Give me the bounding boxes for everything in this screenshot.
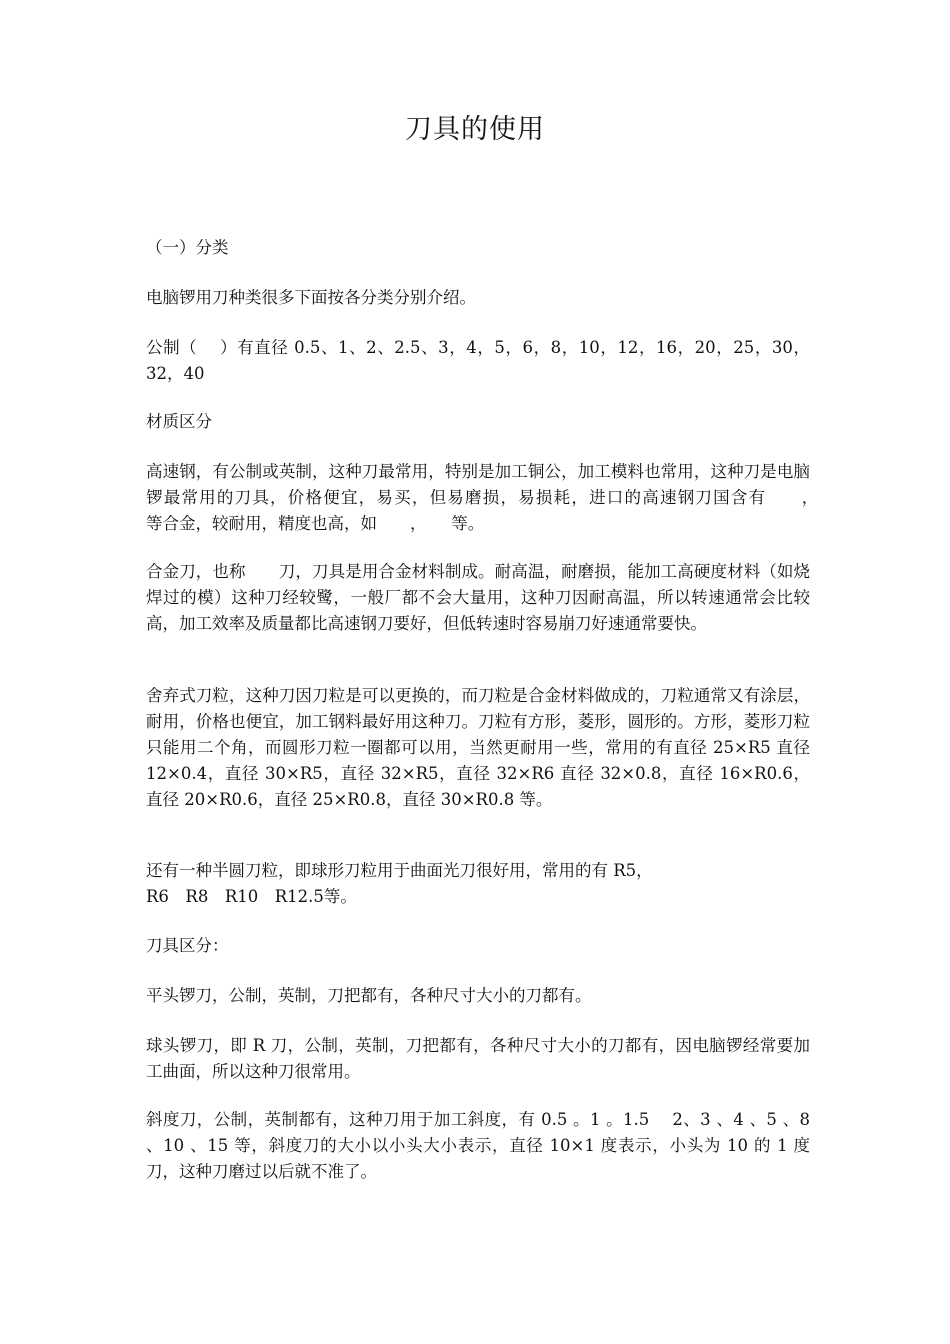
paragraph-high-speed-steel: 高速钢，有公制或英制，这种刀最常用，特别是加工铜公，加工模料也常用，这种刀是电脑锣最常用的刀具，价格便宜，易买，但易磨损，易损耗，进口的高速钢刀国含有 ， 等合金，较耐用，精度也高，如 ， 等。 <box>146 462 843 533</box>
paragraph-tool-types-heading: 刀具区分： <box>146 936 229 955</box>
paragraph-ball-end-mill: 球头锣刀，即 R 刀，公制，英制，刀把都有，各种尺寸大小的刀都有，因电脑锣经常要加工曲面，所以这种刀很常用。 <box>146 1036 810 1081</box>
paragraph-flat-end-mill: 平头锣刀，公制，英制，刀把都有，各种尺寸大小的刀都有。 <box>146 986 592 1005</box>
paragraph-metric-sizes: 公制（ ）有直径 0.5、1、2、2.5、3，4，5，6，8，10，12，16，20，25，30，32，40 <box>146 338 810 383</box>
paragraph-intro: 电脑锣用刀种类很多下面按各分类分别介绍。 <box>146 288 476 307</box>
paragraph-inserts: 舍弃式刀粒，这种刀因刀粒是可以更换的，而刀粒是合金材料做成的，刀粒通常又有涂层，耐用，价格也便宜，加工钢料最好用这种刀。刀粒有方形，菱形，圆形的。方形，菱形刀粒只能用二个角，而圆形刀粒一圈都可以用，当然更耐用一些，常用的有直径 25×R5 直径 12×0.4，直径 30×R5，直径 32×R5，直径 32×R6 直径 32×0.8，直径 16×R0.6，直径 20×R0.6，直径 25×R0.8，直径 30×R0.8 等。 <box>146 686 816 809</box>
paragraph-ball-inserts: 还有一种半圆刀粒，即球形刀粒用于曲面光刀很好用，常用的有 R5， R6 R8 R10 R12.5等。 <box>146 861 653 906</box>
section-heading: （一）分类 <box>146 238 229 257</box>
paragraph-alloy-cutter: 合金刀，也称 刀，刀具是用合金材料制成。耐高温，耐磨损，能加工高硬度材料（如烧焊过的模）这种刀经较鹭，一般厂都不会大量用，这种刀因耐高温，所以转速通常会比较高，加工效率及质量都比高速钢刀要好，但低转速时容易崩刀好速通常要快。 <box>146 562 810 633</box>
paragraph-taper-cutter: 斜度刀，公制，英制都有，这种刀用于加工斜度，有 0.5 。1 。1.5 2、3 、4 、5 、8 、10 、15 等，斜度刀的大小以小头大小表示，直径 10×1 度表示，小头为 10 的 1 度刀，这种刀磨过以后就不准了。 <box>146 1110 816 1181</box>
document-title: 刀具的使用 <box>405 114 545 145</box>
paragraph-material-heading: 材质区分 <box>146 412 212 431</box>
